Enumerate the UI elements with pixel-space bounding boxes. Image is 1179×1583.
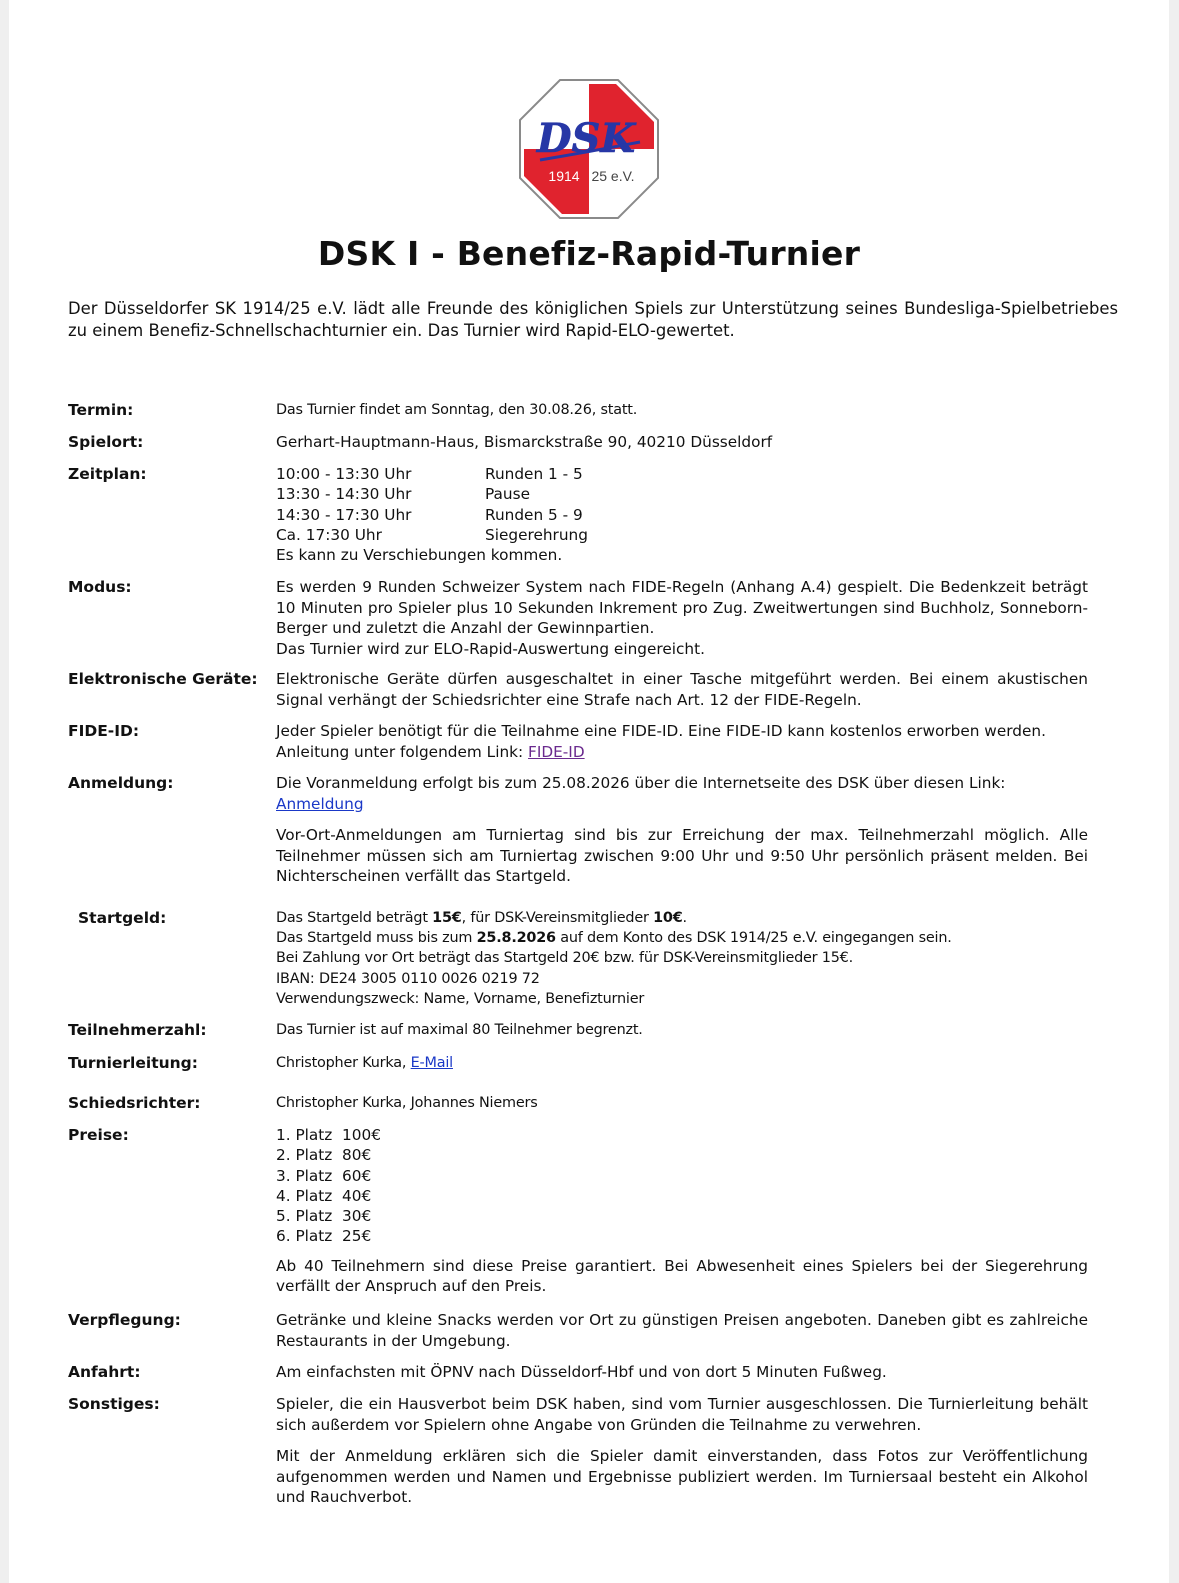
spielort-text: Gerhart-Hauptmann-Haus, Bismarckstraße 90, 40210 Düsseldorf xyxy=(276,433,773,451)
geraete-text: Elektronische Geräte dürfen ausgeschaltet in einer Tasche mitgeführt werden. Bei einem akustischen Signal verhängt der Schiedsrichter eine Strafe nach Art. 12 der FIDE-Regeln. xyxy=(276,670,1088,709)
teilnehmerzahl-text: Das Turnier ist auf maximal 80 Teilnehmer begrenzt. xyxy=(276,1022,643,1038)
document-page xyxy=(9,0,1169,1583)
fide-id-link[interactable]: FIDE-ID xyxy=(528,742,585,761)
label-sonstiges: Sonstiges: xyxy=(68,1395,160,1413)
label-termin: Termin: xyxy=(68,401,134,419)
label-spielort: Spielort: xyxy=(68,433,144,451)
label-geraete: Elektronische Geräte: xyxy=(68,670,258,688)
schedule-row xyxy=(276,505,588,525)
label-schiedsrichter: Schiedsrichter: xyxy=(68,1094,201,1112)
prize-item: 4. Platz 40€ xyxy=(276,1186,372,1205)
sonstiges-text-2: Mit der Anmeldung erklären sich die Spieler damit einverstanden, dass Fotos zur Veröffentlichung aufgenommen werden und Namen und Ergebnisse publiziert werden. Im Turniersaal besteht ein Alkohol und Rauchverbot. xyxy=(276,1447,1088,1506)
startgeld-verwendungszweck: Verwendungszweck: Name, Vorname, Benefizturnier xyxy=(276,990,645,1007)
schedule-row xyxy=(276,464,588,484)
label-fide-id: FIDE-ID: xyxy=(68,722,140,740)
preise-note: Ab 40 Teilnehmern sind diese Preise garantiert. Bei Abwesenheit eines Spielers bei der Siegerehrung verfällt der Anspruch auf den Preis. xyxy=(276,1256,1088,1296)
intro-paragraph xyxy=(68,298,1118,342)
label-preise: Preise: xyxy=(68,1126,129,1144)
label-modus: Modus: xyxy=(68,578,132,596)
schedule-time: 10:00 - 13:30 Uhr xyxy=(276,465,412,483)
dsk-logo xyxy=(518,78,660,220)
anmeldung-link[interactable]: Anmeldung xyxy=(276,794,364,813)
label-turnierleitung: Turnierleitung: xyxy=(68,1054,198,1072)
schedule-time: 13:30 - 14:30 Uhr xyxy=(276,485,412,504)
logo-year-left: 1914 xyxy=(548,168,580,184)
prize-item: 3. Platz 60€ xyxy=(276,1166,372,1185)
startgeld-line-2: Das Startgeld muss bis zum 25.8.2026 auf dem Konto des DSK 1914/25 e.V. eingegangen sein. xyxy=(276,930,952,947)
fide-link-prefix: Anleitung unter folgendem Link: xyxy=(276,742,529,761)
schedule-event: Runden 1 - 5 xyxy=(485,465,583,483)
turnierleitung-text: Christopher Kurka, xyxy=(276,1055,411,1071)
fide-content xyxy=(276,721,1088,762)
schedule-time: 14:30 - 17:30 Uhr xyxy=(276,505,412,524)
page-title: DSK I - Benefiz-Rapid-Turnier xyxy=(317,234,861,273)
anfahrt-text: Am einfachsten mit ÖPNV nach Düsseldorf-Hbf und von dort 5 Minuten Fußweg. xyxy=(276,1363,887,1381)
sonstiges-content xyxy=(276,1394,1088,1508)
schedule-event: Siegerehrung xyxy=(485,525,588,544)
anmeldung-text: Die Voranmeldung erfolgt bis zum 25.08.2026 über die Internetseite des DSK über diesen Link: xyxy=(276,774,1006,792)
logo-year-right: 25 e.V. xyxy=(591,168,635,184)
prize-item: 5. Platz 30€ xyxy=(276,1207,372,1226)
label-zeitplan: Zeitplan: xyxy=(68,465,147,483)
label-anfahrt: Anfahrt: xyxy=(68,1363,141,1381)
schedule-table xyxy=(276,464,588,545)
modus-content xyxy=(276,577,1088,659)
label-anmeldung: Anmeldung: xyxy=(68,774,174,792)
preise-content xyxy=(276,1125,1088,1297)
verpflegung-text: Getränke und kleine Snacks werden vor Ort zu günstigen Preisen angeboten. Daneben gibt es zahlreiche Restaurants in der Umgebung. xyxy=(276,1311,1088,1350)
zeitplan-content xyxy=(276,464,1088,566)
modus-text: Es werden 9 Runden Schweizer System nach FIDE-Regeln (Anhang A.4) gespielt. Die Bedenkzeit beträgt 10 Minuten pro Spieler plus 10 Sekunden Inkrement pro Zug. Zweitwertungen sind Buchholz, Sonneborn-Berger und zuletzt die Anzahl der Gewinnpartien. xyxy=(276,578,1088,637)
anmeldung-text-2: Vor-Ort-Anmeldungen am Turniertag sind bis zur Erreichung der max. Teilnehmerzahl möglich. Alle Teilnehmer müssen sich am Turniertag zwischen 9:00 Uhr und 9:50 Uhr persönlich präsent melden. Bei Nichterscheinen verfällt das Startgeld. xyxy=(276,826,1088,885)
schedule-row xyxy=(276,525,588,545)
anmeldung-content xyxy=(276,773,1088,887)
label-verpflegung: Verpflegung: xyxy=(68,1311,181,1329)
startgeld-line-3: Bei Zahlung vor Ort beträgt das Startgeld 20€ bzw. für DSK-Vereinsmitglieder 15€. xyxy=(276,950,854,967)
intro-text: Der Düsseldorfer SK 1914/25 e.V. lädt alle Freunde des königlichen Spiels zur Unterstützung seines Bundesliga-Spielbetriebes zu einem Benefiz-Schnellschachturnier ein. Das Turnier wird Rapid-ELO-gewertet. xyxy=(68,299,1118,340)
prize-item: 2. Platz 80€ xyxy=(276,1146,372,1165)
schedule-event: Pause xyxy=(485,485,530,504)
modus-text-2: Das Turnier wird zur ELO-Rapid-Auswertung eingereicht. xyxy=(276,639,705,658)
prize-item: 1. Platz 100€ xyxy=(276,1126,381,1144)
schedule-event: Runden 5 - 9 xyxy=(485,505,583,524)
fide-link-line xyxy=(276,742,1088,763)
geraete-content xyxy=(276,669,1088,710)
schiedsrichter-text: Christopher Kurka, Johannes Niemers xyxy=(276,1095,538,1111)
logo-dsk-text: DSK xyxy=(536,115,636,162)
schedule-time: Ca. 17:30 Uhr xyxy=(276,525,382,544)
sonstiges-text: Spieler, die ein Hausverbot beim DSK haben, sind vom Turnier ausgeschlossen. Die Turnierleitung behält sich außerdem vor Spielern ohne Angabe von Gründen die Teilnahme zu verwehren. xyxy=(276,1395,1088,1434)
termin-text: Das Turnier findet am Sonntag, den 30.08.26, statt. xyxy=(276,402,638,418)
prize-item: 6. Platz 25€ xyxy=(276,1227,372,1246)
zeitplan-note: Es kann zu Verschiebungen kommen. xyxy=(276,546,563,565)
startgeld-line-1: Das Startgeld beträgt 15€, für DSK-Vereinsmitglieder 10€. xyxy=(276,910,687,926)
label-teilnehmerzahl: Teilnehmerzahl: xyxy=(68,1021,207,1039)
turnierleitung-content xyxy=(276,1053,1088,1074)
fide-text: Jeder Spieler benötigt für die Teilnahme eine FIDE-ID. Eine FIDE-ID kann kostenlos erworben werden. xyxy=(276,722,1046,740)
label-startgeld: Startgeld: xyxy=(78,909,167,927)
startgeld-content xyxy=(276,908,1088,1009)
startgeld-iban: IBAN: DE24 3005 0110 0026 0219 72 xyxy=(276,970,540,987)
schedule-row xyxy=(276,484,588,504)
verpflegung-content xyxy=(276,1310,1088,1351)
email-link[interactable]: E-Mail xyxy=(410,1055,453,1071)
